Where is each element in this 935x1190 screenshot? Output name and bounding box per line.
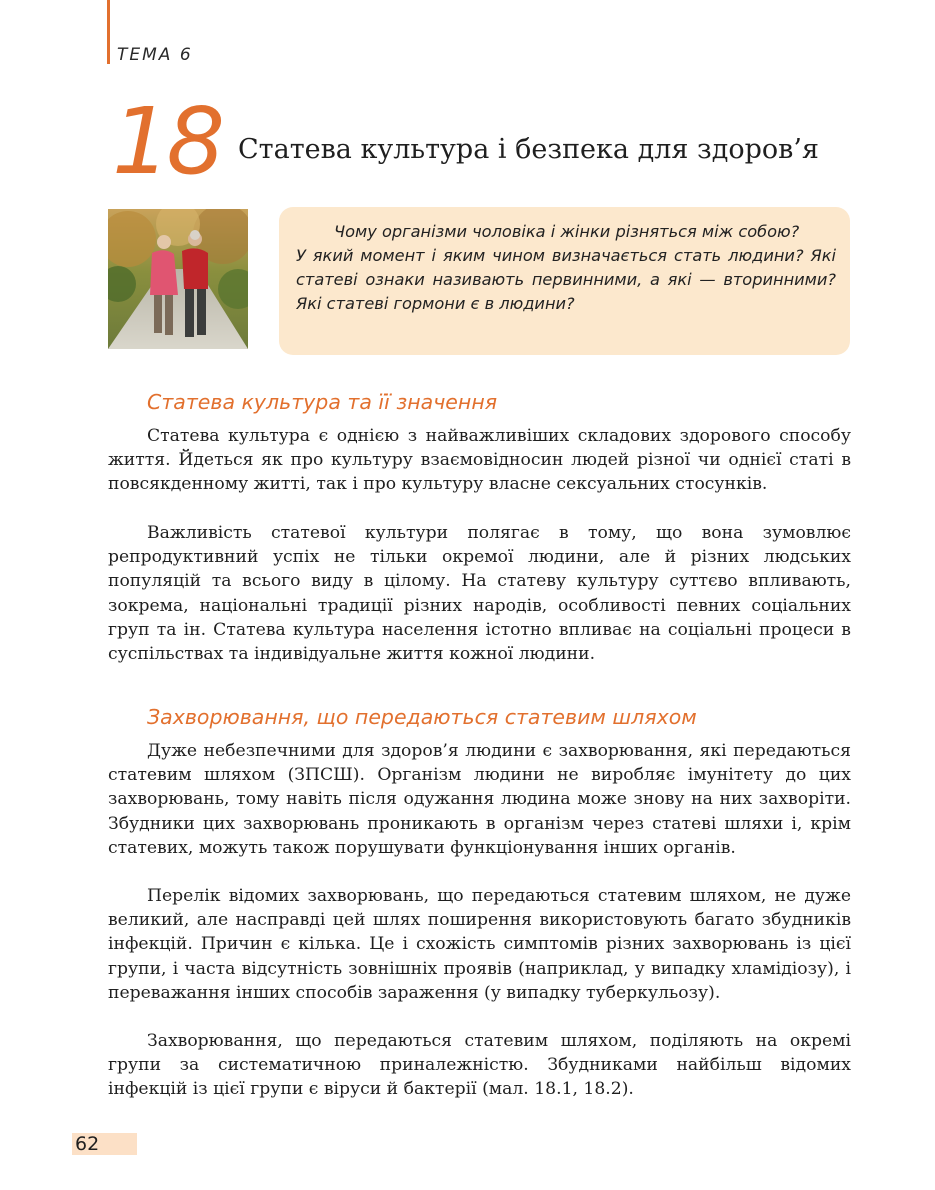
section2-paragraph-2: Перелік відомих захворювань, що передаються статевим шляхом, не дуже великий, але насправді цей шлях поширення використовують багато збудників інфекцій. Причин є кілька. Це і схожість симптомів різних захворювань із цієї групи, і часта відсутність зовнішніх проявів (наприклад, у випадку хламідіозу), і переважання інших способів зараження (у випадку туберкульозу). — [108, 886, 851, 1003]
intro-questions — [296, 220, 836, 316]
lesson-title: Статева культура і безпека для здоров’я — [238, 134, 819, 165]
couple-walking-photo — [108, 209, 248, 349]
section2-heading: Захворювання, що передаються статевим шляхом — [147, 705, 697, 729]
section1-heading: Статева культура та її значення — [147, 390, 498, 414]
lesson-number: 18 — [112, 88, 222, 195]
section2-paragraph-1: Дуже небезпечними для здоров’я людини є захворювання, які передаються статевим шляхом (ЗПСШ). Організм людини не виробляє імунітету до цих захворювань, тому навіть після одужання людина може знову на них захворіти. Збудники цих захворювань проникають в організм через статеві шляхи і, крім статевих, можуть також порушувати функціонування інших органів. — [108, 741, 851, 858]
section1-paragraph-2: Важливість статевої культури полягає в тому, що вона зумовлює репродуктивний успіх не тільки окремої людини, але й різних людських популяцій та всього виду в цілому. На статеву культуру суттєво впливають, зокрема, національні традиції різних народів, особливості певних соціальних груп та ін. Статева культура населення істотно впливає на соціальні процеси в суспільствах та індивідуальне життя кожної людини. — [108, 523, 851, 665]
intro-question-rest: У який момент і яким чином визначається стать людини? Які статеві ознаки називають первинними, а які — вторинними? Які статеві гормони є в людини? — [296, 246, 836, 313]
section1-paragraph-1: Статева культура є однією з найважливіших складових здорового способу життя. Йдеться як про культуру взаємовідносин людей різної чи однієї статі в повсякденному житті, так і про культуру власне сексуальних стосунків. — [108, 426, 851, 495]
tema-accent-bar — [107, 0, 110, 64]
tema-label: ТЕМА 6 — [117, 45, 193, 65]
section2-paragraph-3: Захворювання, що передаються статевим шляхом, поділяють на окремі групи за систематичною приналежністю. Збудниками найбільш відомих інфекцій із цієї групи є віруси й бактерії (мал. 18.1, 18.2). — [108, 1031, 851, 1100]
intro-question-line1: Чому організми чоловіка і жінки різняться між собою? — [334, 222, 800, 241]
page-number: 62 — [75, 1133, 100, 1155]
